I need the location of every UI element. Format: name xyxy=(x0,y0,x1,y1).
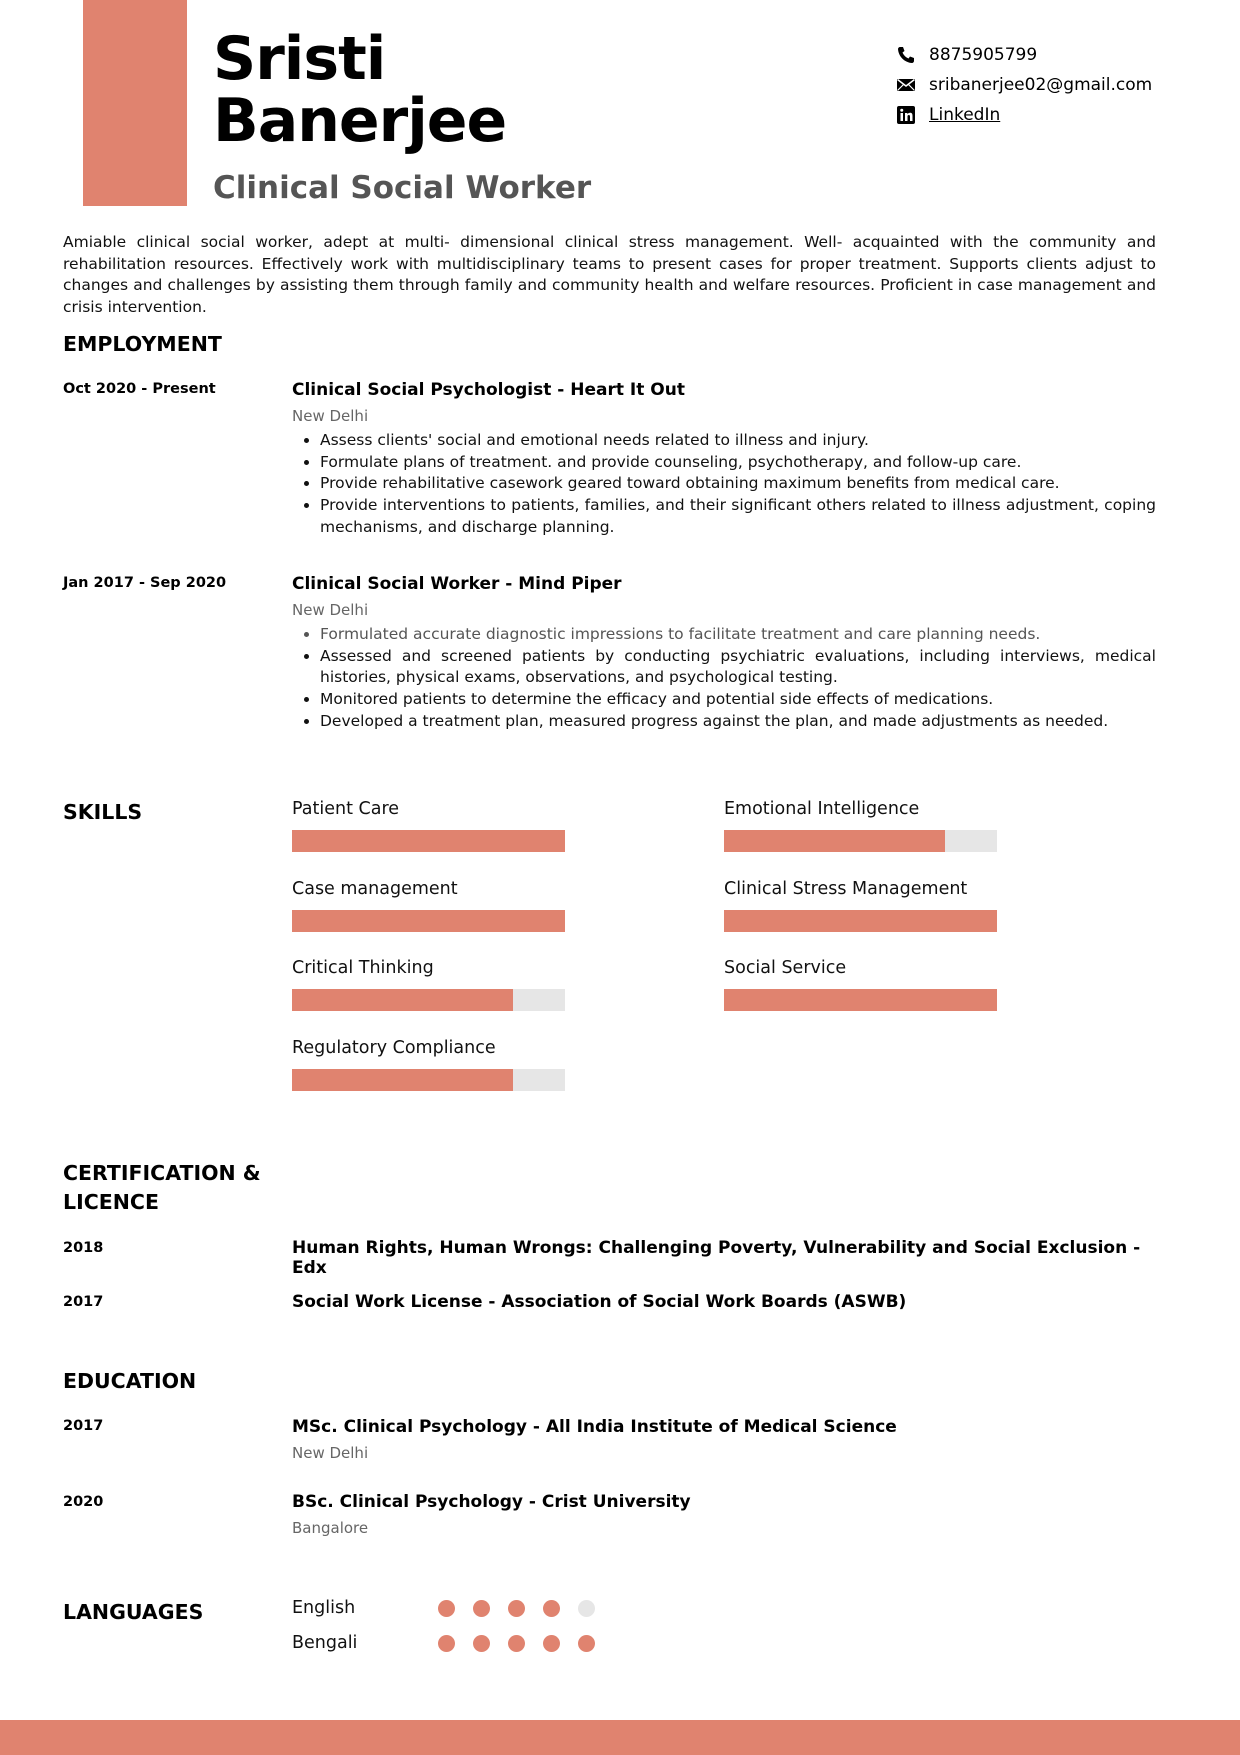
mail-icon xyxy=(896,75,916,95)
job-bullets xyxy=(292,430,1156,539)
contact-phone[interactable] xyxy=(896,40,1196,70)
linkedin-link[interactable]: LinkedIn xyxy=(929,105,1001,125)
rating-dot-filled xyxy=(473,1635,490,1652)
job-bullet: • Assess clients' social and emotional needs related to illness and injury. xyxy=(320,430,1156,452)
certification-heading-line: LICENCE xyxy=(63,1190,159,1214)
skill-label: Case management xyxy=(292,879,458,899)
rating-dot-filled xyxy=(543,1635,560,1652)
skill-bar-fill xyxy=(292,1069,513,1091)
employment-heading: EMPLOYMENT xyxy=(63,332,222,356)
header-accent-bar xyxy=(83,0,187,206)
phone-number: 8875905799 xyxy=(929,45,1038,65)
job-bullet: • Formulated accurate diagnostic impressions to facilitate treatment and care planning needs. xyxy=(320,624,1156,646)
job-title: Clinical Social Worker xyxy=(213,170,592,206)
rating-dot-filled xyxy=(438,1635,455,1652)
skill-label: Emotional Intelligence xyxy=(724,799,920,819)
cert-year: 2017 xyxy=(63,1294,104,1310)
rating-dot-filled xyxy=(578,1635,595,1652)
edu-location: New Delhi xyxy=(292,1444,369,1462)
education-heading: EDUCATION xyxy=(63,1369,197,1393)
job-bullet: • Provide rehabilitative casework geared toward obtaining maximum benefits from medical care. xyxy=(320,473,1156,495)
job-dates: Oct 2020 - Present xyxy=(63,381,216,397)
skill-item xyxy=(724,958,997,1011)
job-entry xyxy=(292,380,1156,539)
rating-dot-filled xyxy=(438,1600,455,1617)
skill-bar xyxy=(292,989,565,1011)
edu-entry xyxy=(292,1417,1156,1462)
skill-bar xyxy=(292,1069,565,1091)
skill-bar xyxy=(724,989,997,1011)
job-bullet: • Monitored patients to determine the efficacy and potential side effects of medications. xyxy=(320,689,1156,711)
edu-year: 2020 xyxy=(63,1494,104,1510)
job-title-company: Clinical Social Worker - Mind Piper xyxy=(292,574,622,594)
skill-bar-fill xyxy=(724,910,997,932)
job-bullets xyxy=(292,624,1156,733)
job-bullet: • Developed a treatment plan, measured progress against the plan, and made adjustments as needed. xyxy=(320,711,1156,733)
language-row xyxy=(292,1598,595,1618)
job-bullet: • Assessed and screened patients by conducting psychiatric evaluations, including interviews, medical histories, physical exams, observations, and psychological testing. xyxy=(320,646,1156,689)
skill-label: Regulatory Compliance xyxy=(292,1038,496,1058)
job-title-company: Clinical Social Psychologist - Heart It Out xyxy=(292,380,685,400)
skill-item xyxy=(724,799,997,852)
skill-bar xyxy=(292,830,565,852)
skill-label: Clinical Stress Management xyxy=(724,879,968,899)
rating-dot-filled xyxy=(508,1600,525,1617)
skill-bar xyxy=(724,830,997,852)
skill-label: Social Service xyxy=(724,958,847,978)
skill-label: Patient Care xyxy=(292,799,400,819)
cert-entry xyxy=(292,1238,1156,1278)
languages-heading: LANGUAGES xyxy=(63,1600,204,1624)
candidate-name xyxy=(213,24,507,156)
rating-dot-empty xyxy=(578,1600,595,1617)
skill-item xyxy=(292,958,565,1011)
footer-accent-bar xyxy=(0,1720,1240,1755)
job-bullet: • Provide interventions to patients, families, and their significant others related to illness adjustment, coping mechanisms, and discharge planning. xyxy=(320,495,1156,538)
edu-year: 2017 xyxy=(63,1418,104,1434)
job-location: New Delhi xyxy=(292,407,369,425)
rating-dot-filled xyxy=(508,1635,525,1652)
skill-bar xyxy=(724,910,997,932)
skill-bar-fill xyxy=(292,989,513,1011)
language-row xyxy=(292,1633,595,1653)
skill-item xyxy=(292,799,565,852)
certification-heading xyxy=(63,1159,261,1217)
rating-dot-filled xyxy=(543,1600,560,1617)
cert-title: Social Work License - Association of Social Work Boards (ASWB) xyxy=(292,1292,907,1312)
skill-label: Critical Thinking xyxy=(292,958,434,978)
edu-entry xyxy=(292,1492,1156,1537)
skill-item xyxy=(724,879,997,932)
first-name: Sristi xyxy=(213,24,386,94)
contact-linkedin[interactable] xyxy=(896,100,1196,130)
rating-dot-filled xyxy=(473,1600,490,1617)
language-rating xyxy=(438,1635,595,1652)
skill-bar-fill xyxy=(724,989,997,1011)
email-address: sribanerjee02@gmail.com xyxy=(929,75,1153,95)
language-name: English xyxy=(292,1598,356,1618)
contact-block xyxy=(896,40,1196,130)
profile-summary: Amiable clinical social worker, adept at multi- dimensional clinical stress management. Well- acquainted with the community and rehabilitation resources. Effectively work with multidisciplinary teams to present cases for proper treatment. Supports clients adjust to changes and challenges by assisting them through family and community health and welfare resources. Proficient in case management and crisis intervention. xyxy=(63,233,1156,317)
edu-title: MSc. Clinical Psychology - All India Institute of Medical Science xyxy=(292,1417,897,1437)
skill-bar-fill xyxy=(292,910,565,932)
language-name: Bengali xyxy=(292,1633,358,1653)
job-entry xyxy=(292,574,1156,733)
edu-title: BSc. Clinical Psychology - Crist University xyxy=(292,1492,691,1512)
linkedin-icon xyxy=(896,105,916,125)
cert-title: Human Rights, Human Wrongs: Challenging Poverty, Vulnerability and Social Exclusion - Edx xyxy=(292,1238,1141,1278)
certification-heading-line: CERTIFICATION & xyxy=(63,1161,261,1185)
job-location: New Delhi xyxy=(292,601,369,619)
job-bullet: • Formulate plans of treatment. and provide counseling, psychotherapy, and follow-up care. xyxy=(320,452,1156,474)
contact-email[interactable] xyxy=(896,70,1196,100)
skill-item xyxy=(292,1038,565,1091)
language-rating xyxy=(438,1600,595,1617)
job-dates: Jan 2017 - Sep 2020 xyxy=(63,575,227,591)
skill-item xyxy=(292,879,565,932)
skills-heading: SKILLS xyxy=(63,800,143,824)
skill-bar xyxy=(292,910,565,932)
cert-entry xyxy=(292,1292,1156,1312)
skill-bar-fill xyxy=(724,830,945,852)
cert-year: 2018 xyxy=(63,1240,104,1256)
skill-bar-fill xyxy=(292,830,565,852)
edu-location: Bangalore xyxy=(292,1519,369,1537)
last-name: Banerjee xyxy=(213,86,507,156)
phone-icon xyxy=(896,45,916,65)
